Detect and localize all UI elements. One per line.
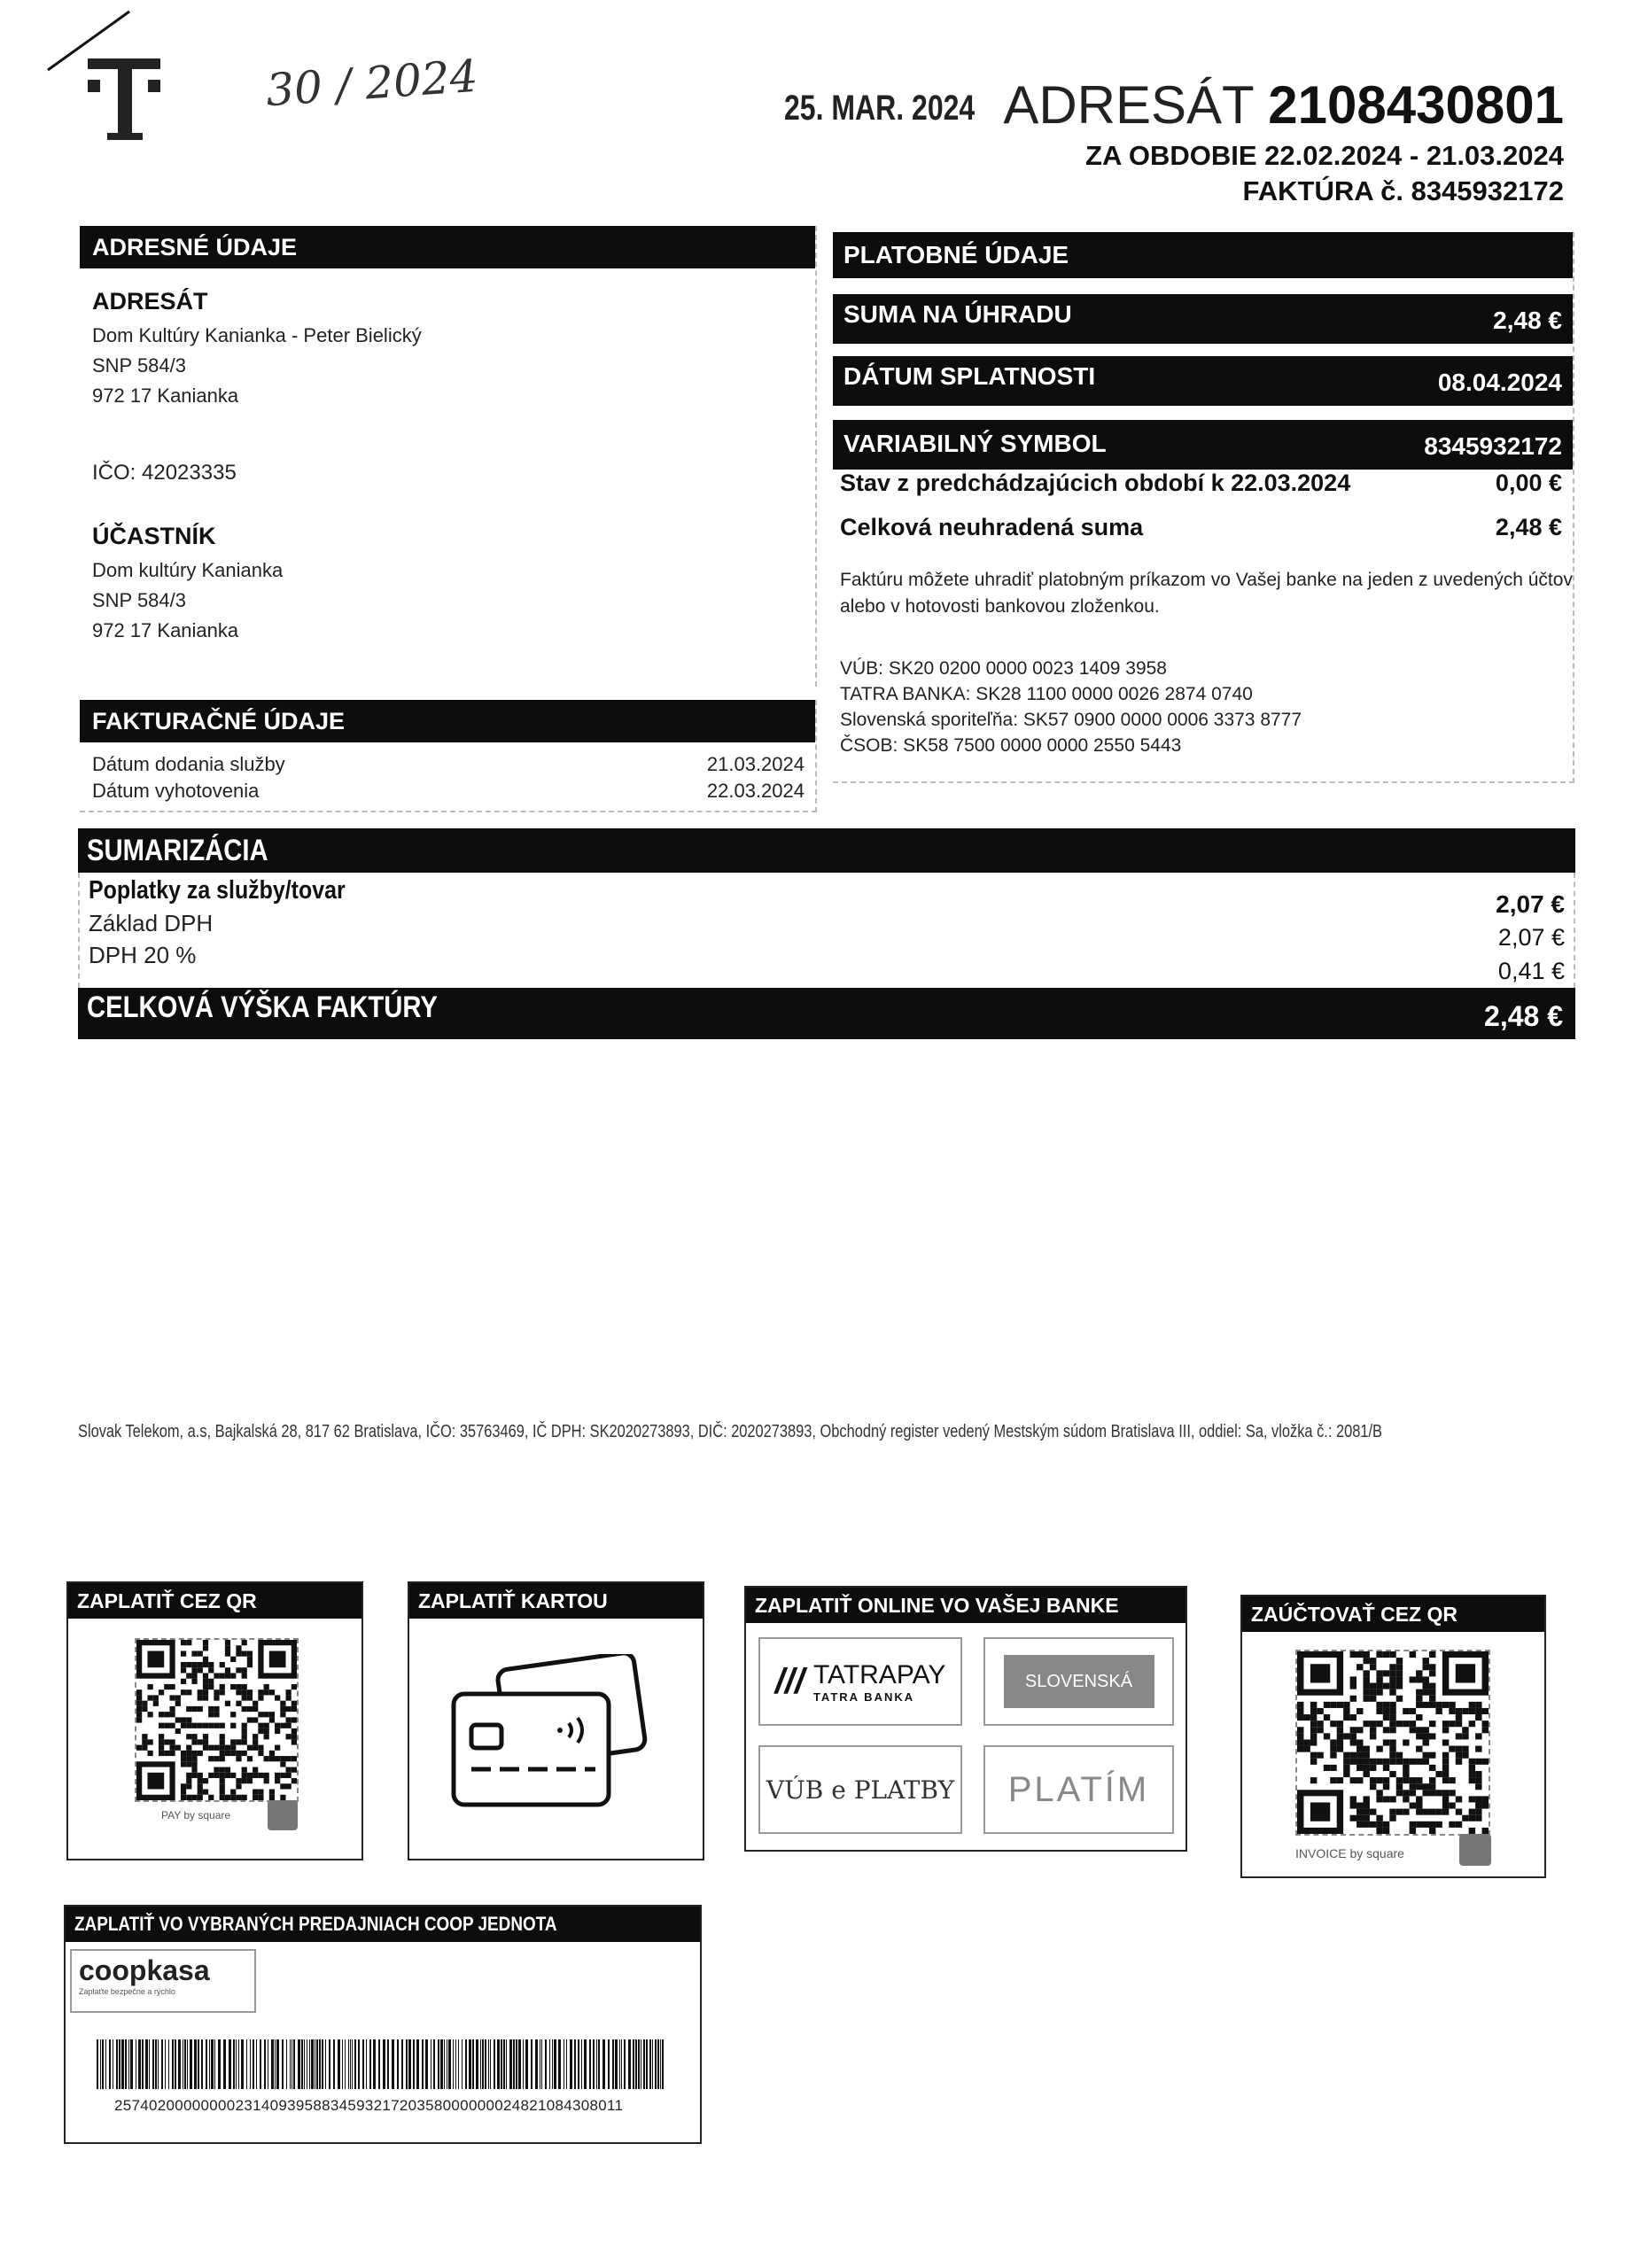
coopkasa-logo: coopkasa Zaplaťte bezpečne a rýchlo xyxy=(70,1949,256,2013)
unpaid-total-row: Celková neuhradená suma 2,48 € xyxy=(840,514,1562,540)
invoice-number-line: FAKTÚRA č. 8345932172 xyxy=(1242,175,1564,206)
address-section xyxy=(80,226,817,687)
barcode-number: 25740200000000231409395883459321720358000000024821084308011 xyxy=(114,2097,624,2114)
summary-fees-row xyxy=(78,873,1575,988)
bank-account-line: TATRA BANKA: SK28 1100 0000 0026 2874 0740 xyxy=(840,684,1253,704)
pay-by-qr-box[interactable] xyxy=(66,1581,363,1860)
billing-row: Dátum dodania služby 21.03.2024 xyxy=(92,753,805,775)
fees-value: 2,07 € xyxy=(1496,890,1565,918)
adresat-number: 2108430801 xyxy=(1268,75,1564,135)
payment-section-title: PLATOBNÉ ÚDAJE xyxy=(833,232,1573,278)
bank-account-line: VÚB: SK20 0200 0000 0023 1409 3958 xyxy=(840,658,1167,679)
pay-by-square-icon xyxy=(268,1800,298,1830)
vat-value: 0,41 € xyxy=(1497,958,1565,984)
pay-by-card-box[interactable] xyxy=(408,1581,704,1860)
address-section-title: ADRESNÉ ÚDAJE xyxy=(80,226,815,268)
vat-base-label: Základ DPH xyxy=(89,910,214,936)
pay-online-title: ZAPLATIŤ ONLINE VO VAŠEJ BANKE xyxy=(746,1588,1185,1623)
telekom-logo xyxy=(84,53,164,142)
invoice-by-square-icon xyxy=(1459,1834,1491,1866)
bank-account-line: Slovenská sporiteľňa: SK57 0900 0000 0006 3373 8777 xyxy=(840,710,1302,730)
adresat-heading xyxy=(1003,74,1564,136)
billing-period: ZA OBDOBIE 22.02.2024 - 21.03.2024 xyxy=(1085,140,1564,171)
slsp-button[interactable]: SLOVENSKÁ xyxy=(983,1637,1174,1726)
invoice-total-row: CELKOVÁ VÝŠKA FAKTÚRY 2,48 € xyxy=(78,988,1575,1039)
bank-account-line: ČSOB: SK58 7500 0000 0000 2550 5443 xyxy=(840,735,1182,756)
due-date-row: DÁTUM SPLATNOSTI 08.04.2024 xyxy=(833,356,1573,406)
fees-label: Poplatky za služby/tovar xyxy=(89,876,346,905)
billing-section-title: FAKTURAČNÉ ÚDAJE xyxy=(80,700,815,742)
invoice-total-value: 2,48 € xyxy=(1484,1000,1563,1032)
summary-section xyxy=(78,828,1575,1041)
adresat-label: ADRESÁT xyxy=(1003,75,1254,135)
participant-line-3: 972 17 Kanianka xyxy=(92,619,239,641)
participant-title: ÚČASTNÍK xyxy=(92,523,216,549)
addressee-line-3: 972 17 Kanianka xyxy=(92,384,239,407)
billing-row: Dátum vyhotovenia 22.03.2024 xyxy=(92,780,805,802)
pay-by-qr-title: ZAPLATIŤ CEZ QR xyxy=(68,1583,361,1619)
participant-line-2: SNP 584/3 xyxy=(92,589,187,611)
variable-symbol-row: VARIABILNÝ SYMBOL 8345932172 xyxy=(833,420,1573,470)
amount-due-row: SUMA NA ÚHRADU 2,48 € xyxy=(833,294,1573,344)
billing-section xyxy=(80,700,817,812)
amount-due-value: 2,48 € xyxy=(1493,307,1562,334)
vub-eplatby-button[interactable]: VÚB e PLATBY xyxy=(758,1745,962,1834)
tatrapay-button[interactable]: /// TATRAPAY TATRA BANKA xyxy=(758,1637,962,1726)
credit-card-icon xyxy=(445,1654,649,1827)
platim-button[interactable]: PLATÍM xyxy=(983,1745,1174,1834)
invoice-by-square-caption: INVOICE by square xyxy=(1295,1846,1404,1860)
pay-online-bank-box[interactable] xyxy=(744,1586,1187,1852)
coop-payment-box[interactable] xyxy=(64,1905,702,2144)
pay-by-card-title: ZAPLATIŤ KARTOU xyxy=(409,1583,703,1619)
vat-label: DPH 20 % xyxy=(89,942,197,968)
received-stamp-date: 25. MAR. 2024 xyxy=(784,89,976,128)
previous-balance-row: Stav z predchádzajúcich období k 22.03.2024 0,00 € xyxy=(840,470,1562,496)
ico-number: IČO: 42023335 xyxy=(92,461,237,485)
participant-line-1: Dom kultúry Kanianka xyxy=(92,559,284,581)
coop-title: ZAPLATIŤ VO VYBRANÝCH PREDAJNIACH COOP JEDNOTA xyxy=(66,1907,700,1942)
summary-title: SUMARIZÁCIA xyxy=(78,828,1575,873)
addressee-title: ADRESÁT xyxy=(92,288,208,315)
addressee-line-1: Dom Kultúry Kanianka - Peter Bielický xyxy=(92,324,422,346)
handwritten-note: 30 / 2024 xyxy=(264,50,480,117)
pay-by-square-caption: PAY by square xyxy=(161,1809,231,1821)
payment-section xyxy=(833,232,1574,783)
due-date-value: 08.04.2024 xyxy=(1437,369,1562,396)
addressee-line-2: SNP 584/3 xyxy=(92,354,187,377)
payment-barcode xyxy=(97,2039,668,2093)
invoice-qr-box[interactable] xyxy=(1240,1595,1546,1878)
variable-symbol-value: 8345932172 xyxy=(1424,432,1562,460)
vat-base-value: 2,07 € xyxy=(1497,924,1565,951)
payment-note: Faktúru môžete uhradiť platobným príkazom vo Vašej banke na jeden z uvedených účtov alebo v hotovosti bankovou zloženkou. xyxy=(840,570,1573,617)
pay-by-square-qr[interactable] xyxy=(135,1638,299,1802)
bank-accounts xyxy=(840,656,1302,758)
invoice-by-square-qr[interactable] xyxy=(1295,1650,1490,1836)
company-footer: Slovak Telekom, a.s, Bajkalská 28, 817 62 Bratislava, IČO: 35763469, IČ DPH: SK2020273893, DIČ: 2020273893, Obchodný register vedený Mestským súdom Bratislava III, oddiel: Sa, vložka č.: 2081/B xyxy=(78,1422,1382,1441)
invoice-qr-title: ZAÚČTOVAŤ CEZ QR xyxy=(1242,1596,1544,1632)
